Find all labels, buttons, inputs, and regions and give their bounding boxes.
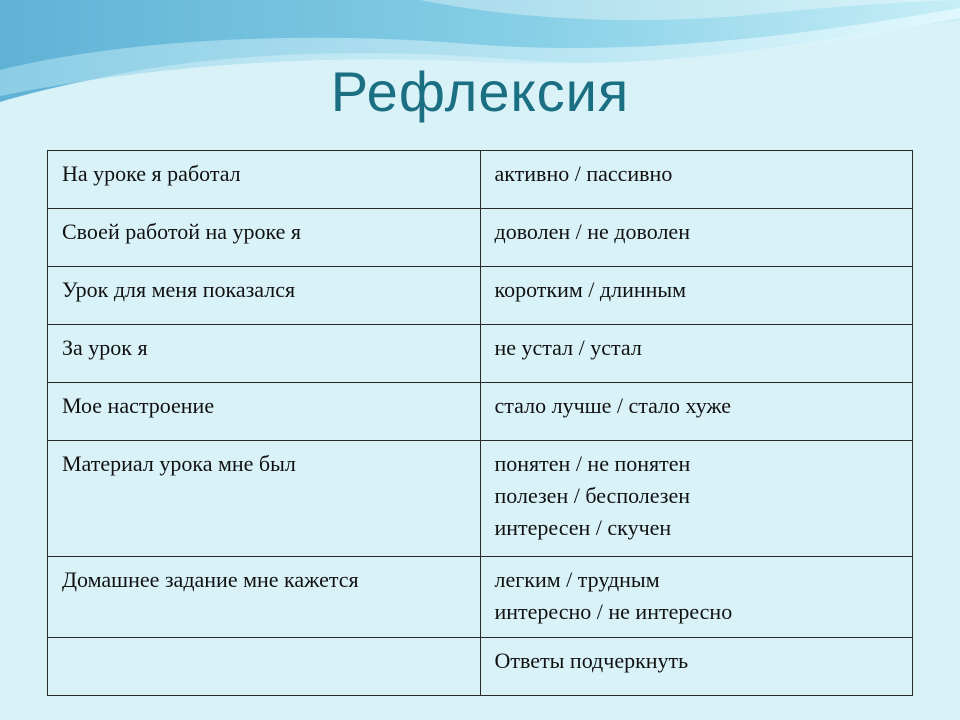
- row-options-cell: [480, 267, 913, 325]
- table-row: [48, 638, 913, 696]
- table-row: [48, 209, 913, 267]
- option-line: полезен / бесполезен: [494, 483, 691, 508]
- option-line: активно / пассивно: [494, 161, 673, 186]
- row-prompt-cell: [48, 638, 481, 696]
- row-prompt-cell: Материал урока мне был: [48, 441, 481, 557]
- table-row: [48, 151, 913, 209]
- option-line: стало лучше / стало хуже: [494, 393, 732, 418]
- row-prompt-cell: Урок для меня показался: [48, 267, 481, 325]
- option-line: интересно / не интересно: [494, 599, 733, 624]
- slide-title: Рефлексия: [330, 60, 630, 123]
- table-row: [48, 557, 913, 638]
- reflection-table: [47, 150, 913, 696]
- table-row: [48, 325, 913, 383]
- option-line: легким / трудным: [494, 567, 660, 592]
- row-prompt-cell: За урок я: [48, 325, 481, 383]
- row-prompt-cell: Мое настроение: [48, 383, 481, 441]
- option-line: коротким / длинным: [494, 277, 687, 302]
- option-line: Ответы подчеркнуть: [494, 648, 689, 673]
- row-options-cell: [480, 209, 913, 267]
- option-line: понятен / не понятен: [494, 451, 691, 476]
- row-prompt-cell: Домашнее задание мне кажется: [48, 557, 481, 638]
- option-line: не устал / устал: [494, 335, 642, 360]
- table-row: [48, 267, 913, 325]
- row-options-cell: [480, 383, 913, 441]
- row-options-cell: [480, 557, 913, 638]
- option-line: интересен / скучен: [494, 515, 672, 540]
- option-line: доволен / не доволен: [494, 219, 690, 244]
- row-prompt-cell: На уроке я работал: [48, 151, 481, 209]
- row-options-cell: [480, 151, 913, 209]
- table-row: [48, 441, 913, 557]
- row-prompt-cell: Своей работой на уроке я: [48, 209, 481, 267]
- table-row: [48, 383, 913, 441]
- row-options-cell: [480, 638, 913, 696]
- row-options-cell: [480, 441, 913, 557]
- row-options-cell: [480, 325, 913, 383]
